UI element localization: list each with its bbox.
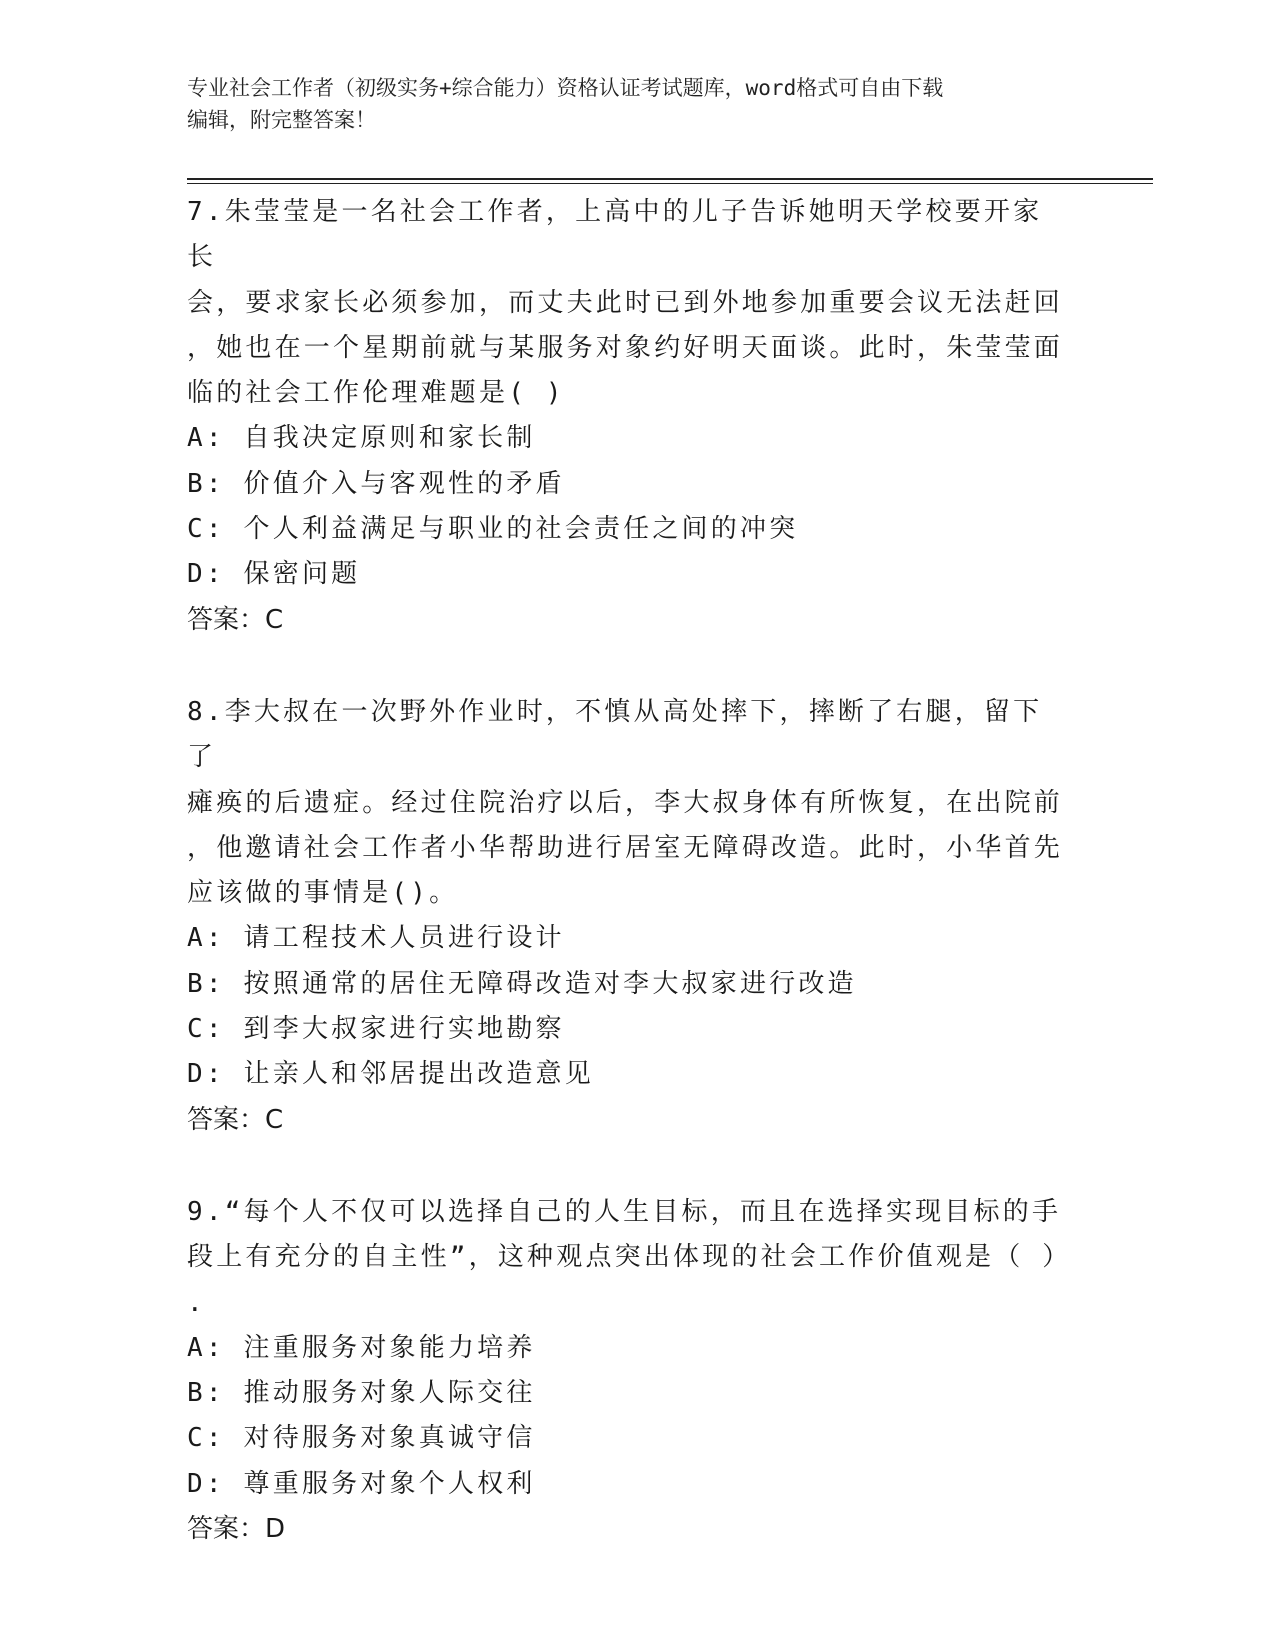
question-stem-line: 会，要求家长必须参加，而丈夫此时已到外地参加重要会议无法赶回	[187, 287, 1064, 318]
option-a: A: 请工程技术人员进行设计	[187, 923, 565, 954]
header-line-1: 专业社会工作者（初级实务+综合能力）资格认证考试题库，word格式可自由下载	[187, 76, 944, 100]
option-b: B: 按照通常的居住无障碍改造对李大叔家进行改造	[187, 968, 857, 999]
question-stem-line: 9.“每个人不仅可以选择自己的人生目标，而且在选择实现目标的手	[187, 1196, 1062, 1227]
question-item	[187, 690, 1067, 1143]
header-divider-thick	[187, 178, 1153, 180]
question-list	[187, 190, 1072, 1552]
question-stem-line: ，她也在一个星期前就与某服务对象约好明天面谈。此时，朱莹莹面	[187, 332, 1064, 363]
option-a: A: 注重服务对象能力培养	[187, 1332, 536, 1363]
answer-text: 答案：C	[187, 604, 284, 635]
question-stem-line: 8.李大叔在一次野外作业时，不慎从高处摔下，摔断了右腿，留下了	[187, 696, 1043, 773]
option-b: B: 推动服务对象人际交往	[187, 1378, 536, 1409]
option-c: C: 个人利益满足与职业的社会责任之间的冲突	[187, 514, 799, 545]
option-c: C: 到李大叔家进行实地勘察	[187, 1014, 565, 1045]
question-stem-line: .	[187, 1287, 203, 1318]
header-divider-thin	[187, 183, 1153, 184]
option-c: C: 对待服务对象真诚守信	[187, 1423, 536, 1454]
question-stem-line: 7.朱莹莹是一名社会工作者，上高中的儿子告诉她明天学校要开家长	[187, 197, 1043, 273]
answer-text: 答案：C	[187, 1104, 284, 1135]
question-stem-line: 临的社会工作伦理难题是( )	[187, 378, 565, 409]
question-stem-line: 瘫痪的后遗症。经过住院治疗以后，李大叔身体有所恢复，在出院前	[187, 787, 1064, 818]
question-spacer	[187, 1143, 1067, 1190]
question-item	[187, 1190, 1072, 1552]
question-stem-line: 段上有充分的自主性”，这种观点突出体现的社会工作价值观是（ ）	[187, 1242, 1072, 1273]
question-spacer	[187, 643, 1067, 690]
answer-text: 答案：D	[187, 1514, 286, 1545]
question-stem-line: 应该做的事情是()。	[187, 878, 459, 909]
question-item	[187, 190, 1067, 643]
option-a: A: 自我决定原则和家长制	[187, 423, 536, 454]
option-b: B: 价值介入与客观性的矛盾	[187, 468, 565, 499]
header-line-2: 编辑，附完整答案！	[187, 108, 376, 132]
document-header	[187, 72, 1087, 136]
question-stem-line: ，他邀请社会工作者小华帮助进行居室无障碍改造。此时，小华首先	[187, 832, 1064, 863]
option-d: D: 让亲人和邻居提出改造意见	[187, 1059, 594, 1090]
option-d: D: 尊重服务对象个人权利	[187, 1468, 536, 1499]
option-d: D: 保密问题	[187, 559, 361, 590]
